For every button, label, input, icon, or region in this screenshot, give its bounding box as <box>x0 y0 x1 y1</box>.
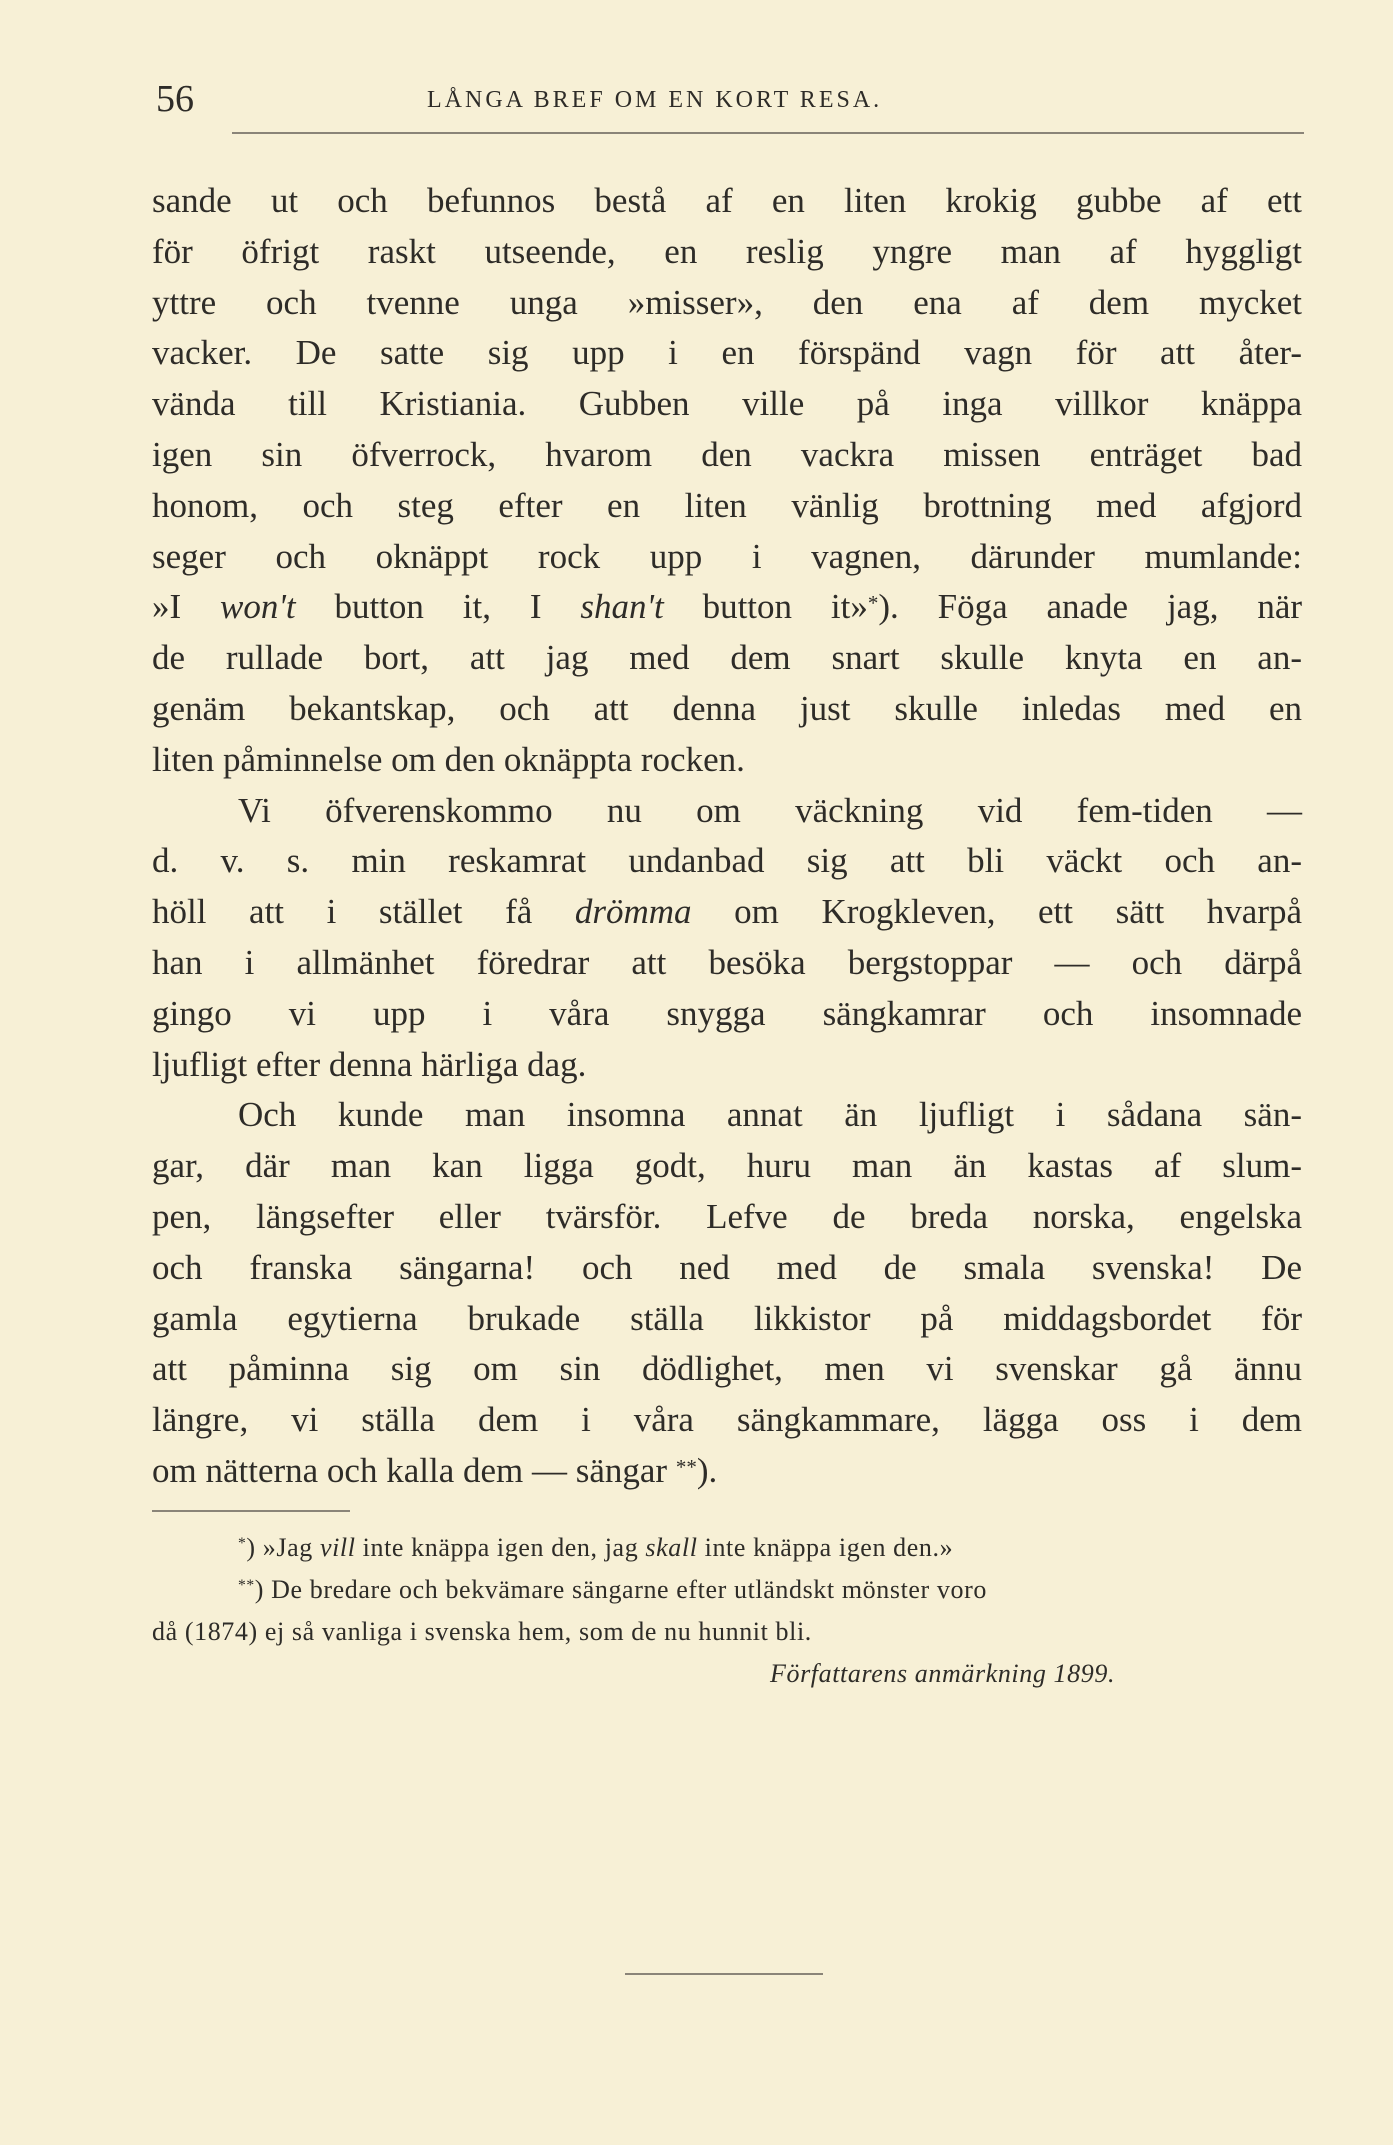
quote-italic-wont: won't <box>220 587 296 627</box>
text-line: han i allmänhet föredrar att besöka bergstoppar — och därpå <box>152 942 1302 982</box>
text-line: d. v. s. min reskamrat undanbad sig att bli väckt och an- <box>152 841 1302 881</box>
quote-paren: ). <box>878 587 899 627</box>
text-line: yttre och tvenne unga »misser», den ena af dem mycket <box>152 282 1302 322</box>
text-line: honom, och steg efter en liten vänlig brottning med afgjord <box>152 485 1302 525</box>
text-line-quote <box>152 582 1302 633</box>
dream-lead: höll att i stället få <box>152 892 575 932</box>
text-line: de rullade bort, att jag med dem snart skulle knyta en an- <box>152 638 1302 678</box>
quote-italic-shant: shan't <box>580 587 664 627</box>
text-line-final <box>152 1446 1302 1497</box>
final-text: om nätterna och kalla dem — sängar <box>152 1450 668 1490</box>
page-header <box>152 76 1304 122</box>
footnote-ref-1: * <box>867 591 879 616</box>
dream-italic: drömma <box>574 892 692 932</box>
text-line: att påminna sig om sin dödlighet, men vi svenskar gå ännu <box>152 1349 1302 1389</box>
text-line: gamla egytierna brukade ställa likkistor på middagsbordet för <box>152 1298 1302 1338</box>
text-line: ljufligt efter denna härliga dag. <box>152 1044 587 1084</box>
footnotes <box>152 1527 1302 1695</box>
paragraph-start: Och kunde man insomna annat än ljufligt i sådana sän- <box>238 1095 1302 1135</box>
text-line: längre, vi ställa dem i våra sängkammare, lägga oss i dem <box>152 1400 1302 1440</box>
text-line: gar, där man kan ligga godt, huru man än kastas af slum- <box>152 1146 1302 1186</box>
text-line: genäm bekantskap, och att denna just skulle inledas med en <box>152 688 1302 728</box>
text-line: gingo vi upp i våra snygga sängkamrar och insomnade <box>152 993 1302 1033</box>
text-line: vacker. De satte sig upp i en förspänd vagn för att åter- <box>152 333 1302 373</box>
dream-rest: om Krogkleven, ett sätt hvarpå <box>734 892 1303 932</box>
body-text <box>152 176 1302 1497</box>
footnote-1-a: ) »Jag <box>246 1533 320 1562</box>
footnote-1 <box>152 1527 1302 1569</box>
footnote-1-c: inte knäppa igen den, jag <box>355 1533 646 1562</box>
text-line-dream <box>152 887 1302 938</box>
footnote-2-cont: då (1874) ej så vanliga i svenska hem, som de nu hunnit bli. <box>152 1617 812 1646</box>
quote-line-rest: Föga anade jag, när <box>937 587 1303 627</box>
text-line: sande ut och befunnos bestå af en liten krokig gubbe af ett <box>152 181 1302 220</box>
footnote-1-e: inte knäppa igen den.» <box>697 1533 954 1562</box>
paragraph-start: Vi öfverenskommo nu om väckning vid fem-tiden — <box>238 790 1302 830</box>
quote-close: button it» <box>663 587 868 627</box>
quote-open: »I <box>152 587 221 627</box>
page-number: 56 <box>156 78 194 120</box>
footnote-2-mark: ** <box>238 1577 255 1594</box>
end-rule <box>625 1973 823 1975</box>
footnote-1-vill: vill <box>319 1533 356 1562</box>
quote-middle: button it, I <box>295 587 581 627</box>
text-line: för öfrigt raskt utseende, en reslig yngre man af hyggligt <box>152 231 1302 271</box>
footnote-2 <box>152 1569 1302 1611</box>
header-rule <box>232 132 1304 134</box>
text-line: pen, längsefter eller tvärsför. Lefve de breda norska, engelska <box>152 1196 1302 1236</box>
footnote-1-skall: skall <box>645 1533 698 1562</box>
final-paren: ). <box>696 1450 718 1490</box>
text-line: och franska sängarna! och ned med de smala svenska! De <box>152 1247 1302 1287</box>
footnote-1-mark: * <box>238 1535 247 1552</box>
footnote-signature: Författarens anmärkning 1899. <box>770 1659 1116 1688</box>
footnote-rule <box>152 1510 350 1512</box>
footnote-ref-2: ** <box>675 1454 697 1479</box>
text-line: liten påminnelse om den oknäppta rocken. <box>152 739 745 779</box>
footnote-2-a: ) De bredare och bekvämare sängarne efter utländskt mönster voro <box>254 1575 987 1604</box>
text-line: vända till Kristiania. Gubben ville på inga villkor knäppa <box>152 384 1302 424</box>
running-head: LÅNGA BREF OM EN KORT RESA. <box>427 87 883 113</box>
text-line: seger och oknäppt rock upp i vagnen, därunder mumlande: <box>152 536 1302 576</box>
text-line: igen sin öfverrock, hvarom den vackra missen enträget bad <box>152 434 1302 474</box>
